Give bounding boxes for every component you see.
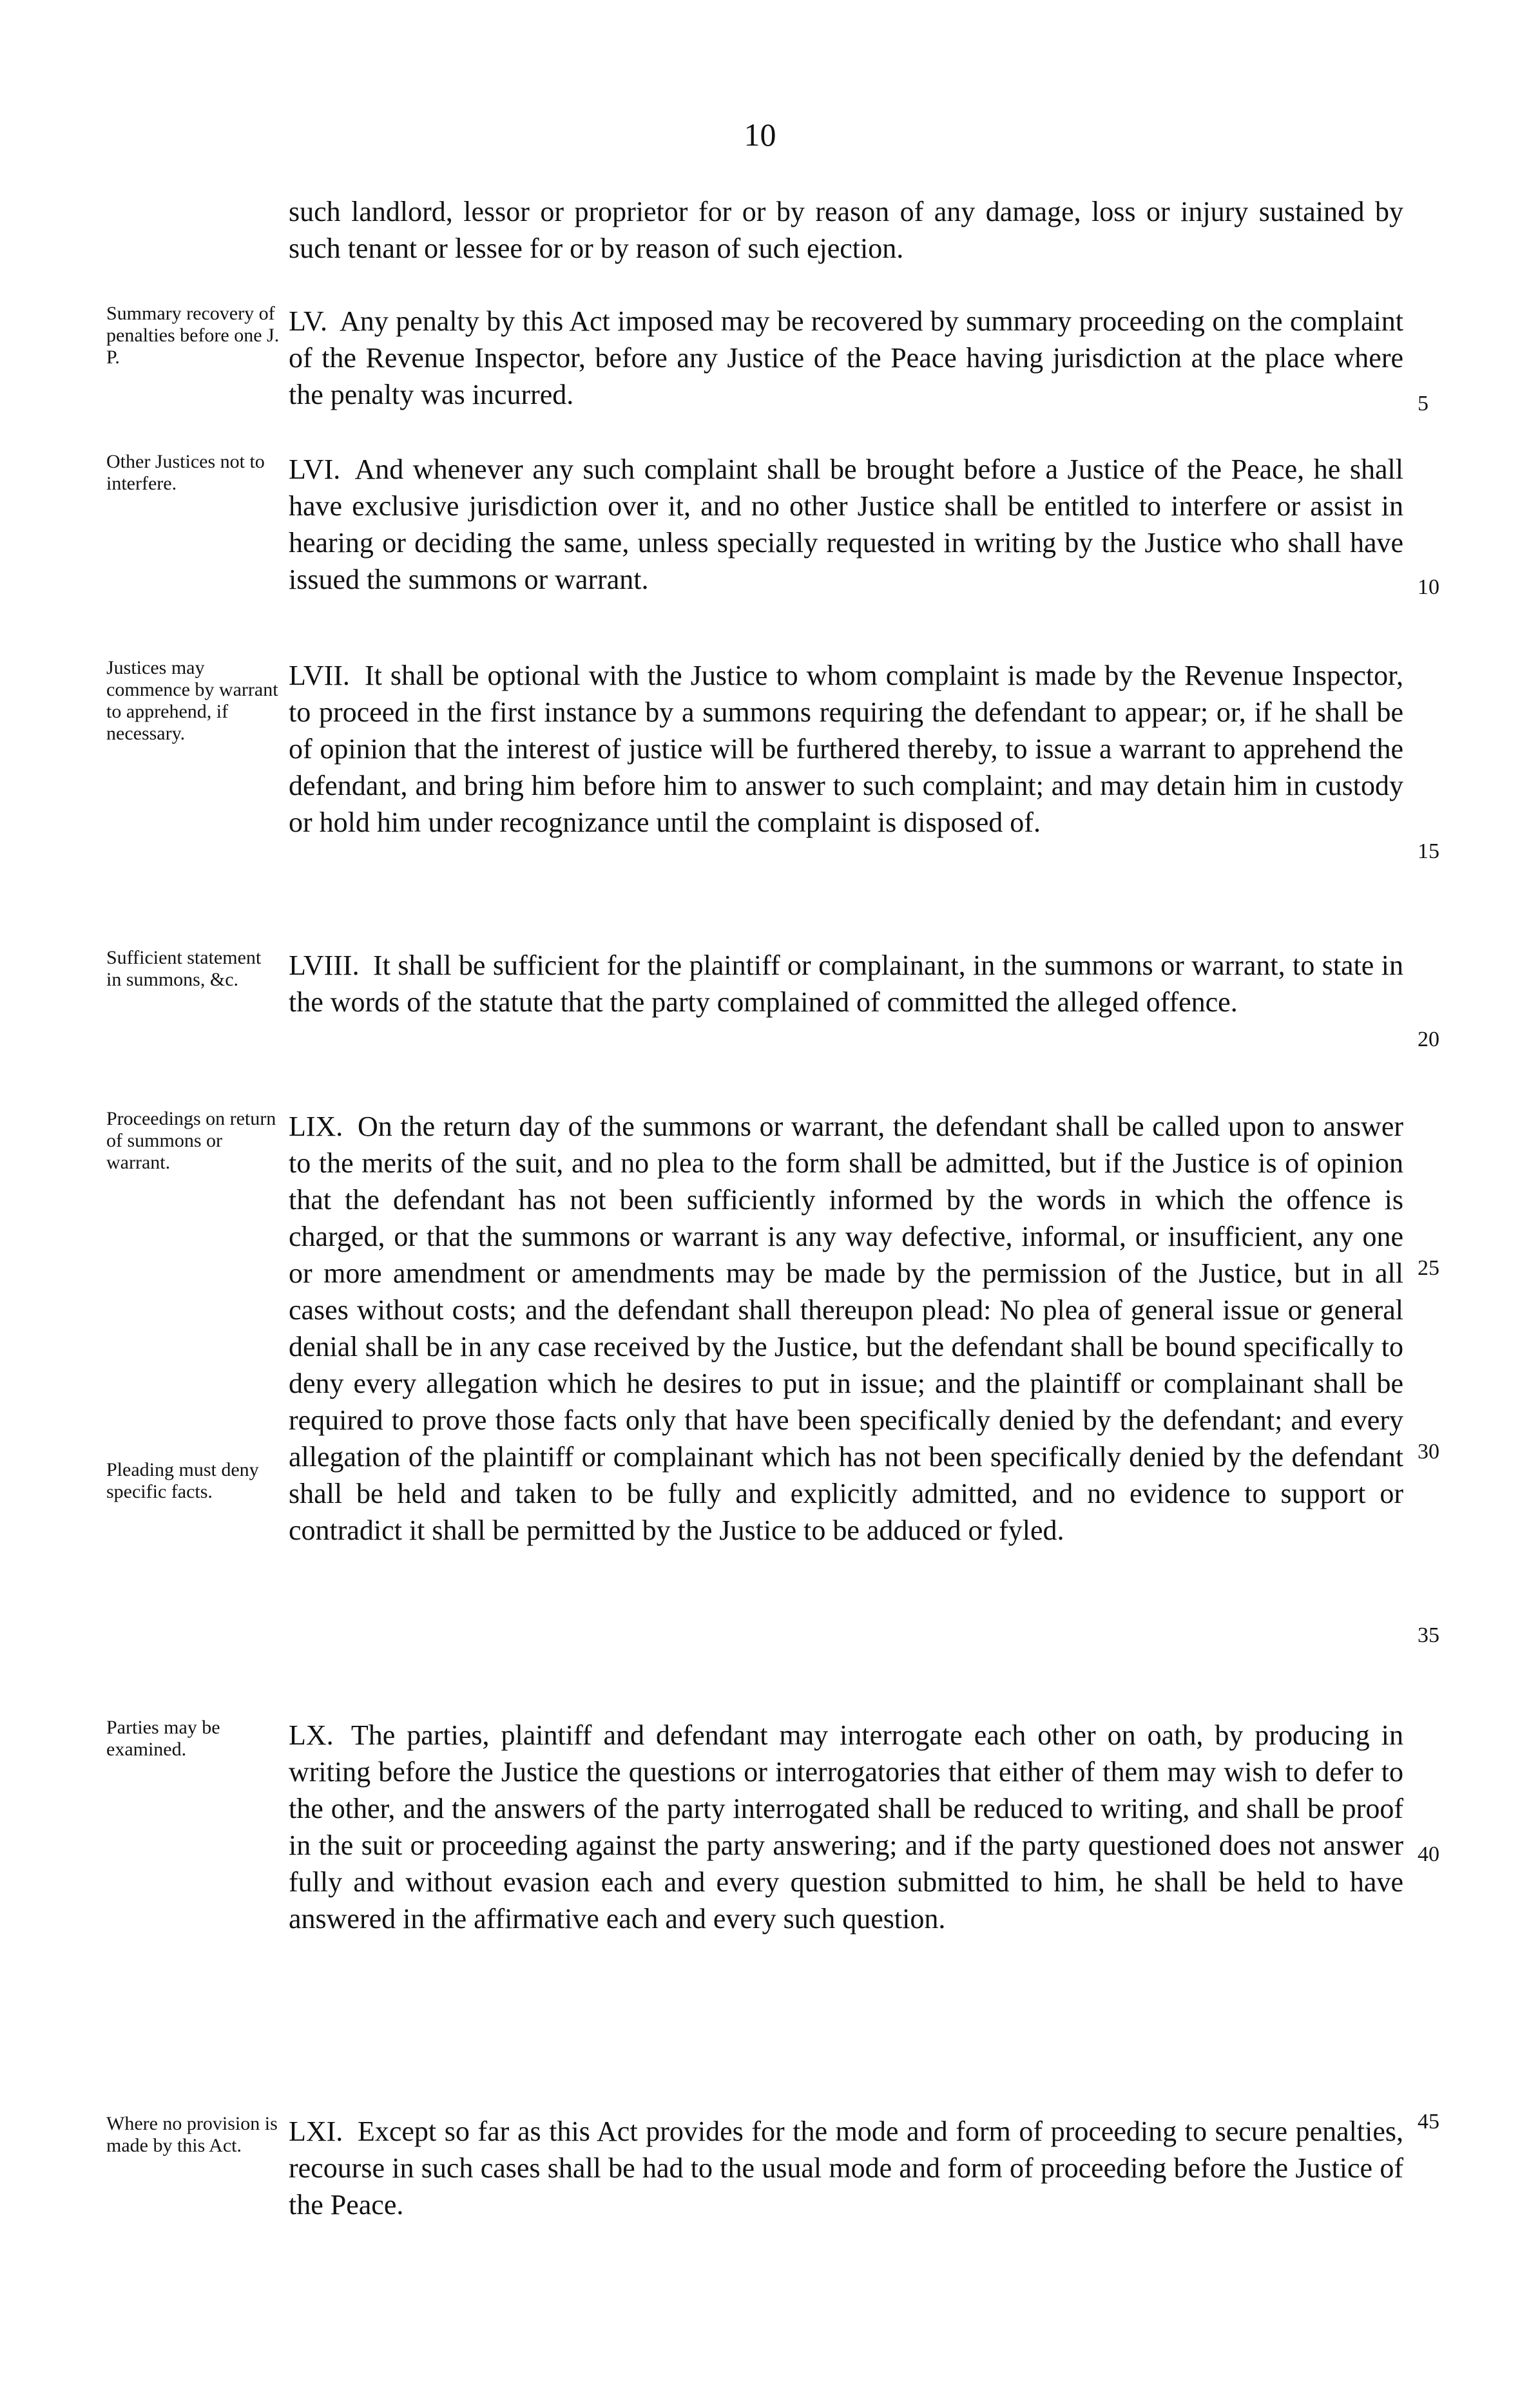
section-lix xyxy=(289,1108,1403,1549)
margin-note-lix-pleading: Pleading must deny specific facts. xyxy=(106,1459,259,1502)
page-number: 10 xyxy=(744,117,776,153)
line-number: 35 xyxy=(1418,1623,1439,1647)
section-number: LIX. xyxy=(289,1111,343,1142)
line-number: 30 xyxy=(1418,1440,1439,1464)
section-number: LVIII. xyxy=(289,950,360,981)
margin-note-lx: Parties may be examined. xyxy=(106,1717,220,1760)
line-number: 5 xyxy=(1418,392,1429,416)
line-number: 20 xyxy=(1418,1027,1439,1051)
line-number: 10 xyxy=(1418,575,1439,599)
section-number: LV. xyxy=(289,305,327,337)
section-text: On the return day of the summons or warrant, the defendant shall be called upon to answer to the merits of the suit, and no plea to the form shall be admitted, but if the Justice is of opinion that the defendant has not been sufficiently informed by the words in which the offence is charged, or that the summons or warrant is any way defective, informal, or insufficient, any one or more amendment or amendments may be made by the permission of the Justice, but in all cases without costs; and the defendant shall thereupon plead: No plea of general issue or general denial shall be in any case received by the Justice, but the defendant shall be bound specifically to deny every allegation which he desires to put in issue; and the plaintiff or complainant shall be required to prove those facts only that have been specifically denied by the defendant; and every allegation of the plaintiff or complainant which has not been specifically denied by the defendant shall be held and taken to be fully and explicitly admitted, and no evidence to support or contradict it shall be permitted by the Justice to be adduced or fyled. xyxy=(289,1111,1403,1546)
section-text: The parties, plaintiff and defendant may interrogate each other on oath, by producing in writing before the Justice the questions or interrogatories that either of them may wish to defer to the other, and the answers of the party interrogated shall be reduced to writing, and shall be proof in the suit or proceeding against the party answering; and if the party questioned does not answer fully and without evasion each and every question submitted to him, he shall be held to have answered in the affirmative each and every such question. xyxy=(289,1719,1403,1935)
section-lviii xyxy=(289,947,1403,1020)
margin-note-lxi: Where no provision is made by this Act. xyxy=(106,2113,278,2156)
section-text: It shall be optional with the Justice to whom complaint is made by the Revenue Inspector, to proceed in the first instance by a summons requiring the defendant to appear; or, if he shall be of opinion that the interest of justice will be furthered thereby, to issue a warrant to apprehend the defendant, and bring him before him to answer to such complaint; and may detain him in custody or hold him under recognizance until the complaint is disposed of. xyxy=(289,660,1403,838)
margin-note-lix: Proceedings on return of summons or warrant. xyxy=(106,1108,276,1173)
section-number: LX. xyxy=(289,1719,334,1751)
section-number: LVI. xyxy=(289,454,341,485)
section-lxi xyxy=(289,2113,1403,2223)
line-number: 15 xyxy=(1418,839,1439,863)
section-text: It shall be sufficient for the plaintiff or complainant, in the summons or warrant, to state in the words of the statute that the party complained of committed the alleged offence. xyxy=(289,950,1403,1018)
line-number: 40 xyxy=(1418,1842,1439,1866)
margin-note-lvi: Other Justices not to interfere. xyxy=(106,451,265,494)
margin-note-lv: Summary recovery of penalties before one J. P. xyxy=(106,303,280,368)
margin-note-lviii: Sufficient statement in summons, &c. xyxy=(106,947,262,990)
section-lvi xyxy=(289,451,1403,598)
line-number: 25 xyxy=(1418,1256,1439,1280)
section-lv xyxy=(289,303,1403,413)
section-number: LXI. xyxy=(289,2116,343,2147)
section-text: Any penalty by this Act imposed may be recovered by summary proceeding on the complaint of the Revenue Inspector, before any Justice of the Peace having jurisdiction at the place where the penalty was incurred. xyxy=(289,305,1403,410)
section-number: LVII. xyxy=(289,660,350,691)
line-number: 45 xyxy=(1418,2110,1439,2134)
section-text: And whenever any such complaint shall be brought before a Justice of the Peace, he shall have exclusive jurisdiction over it, and no other Justice shall be entitled to interfere or assist in hearing or deciding the same, unless specially requested in writing by the Justice who shall have issued the summons or warrant. xyxy=(289,454,1403,595)
section-text: Except so far as this Act provides for the mode and form of proceeding to secure penalties, recourse in such cases shall be had to the usual mode and form of proceeding before the Justice of the Peace. xyxy=(289,2116,1404,2221)
section-lvii xyxy=(289,657,1403,841)
section-lx xyxy=(289,1717,1403,1937)
intro-paragraph: such landlord, lessor or proprietor for or by reason of any damage, loss or injury sustained by such tenant or lessee for or by reason of such ejection. xyxy=(289,196,1403,264)
margin-note-lvii: Justices may commence by warrant to apprehend, if necessary. xyxy=(106,657,278,744)
